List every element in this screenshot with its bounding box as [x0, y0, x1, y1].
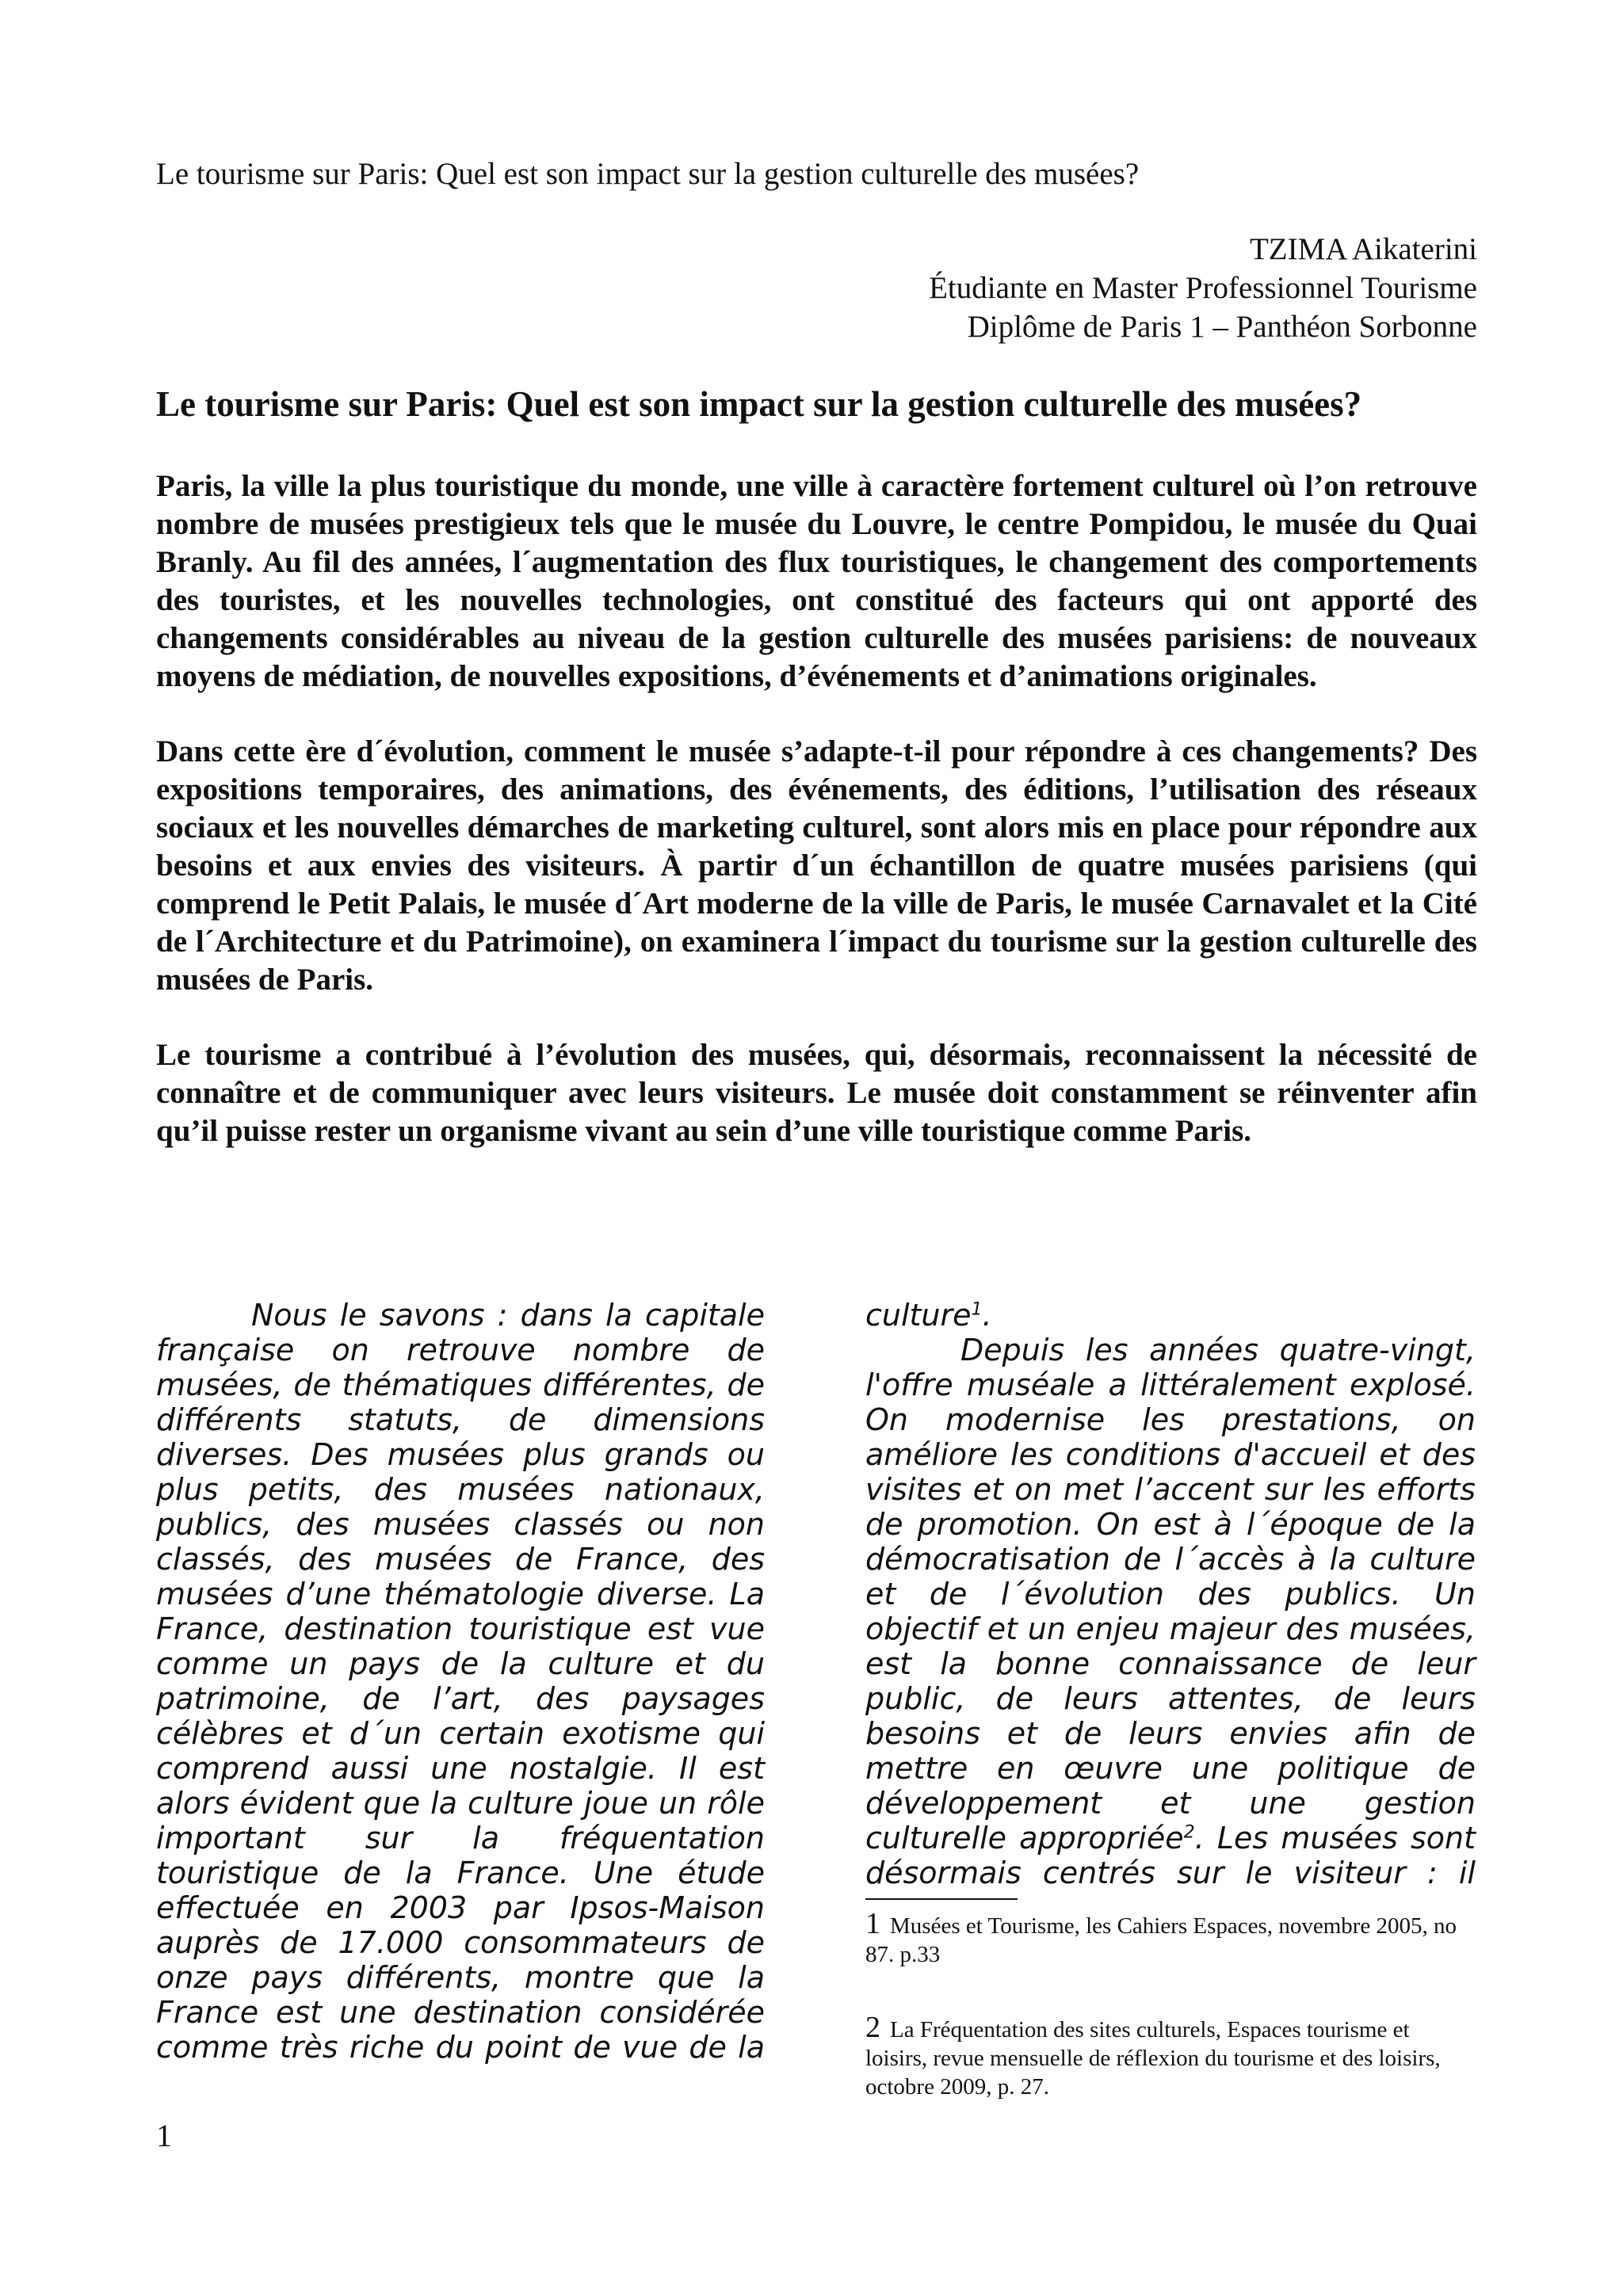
body-paragraph: [865, 1333, 1476, 1890]
author-name: TZIMA Aikaterini: [1249, 232, 1477, 266]
author-diploma: Diplôme de Paris 1 – Panthéon Sorbonne: [967, 310, 1477, 344]
body-column-right: [865, 1298, 1476, 1890]
body-text: .: [982, 1298, 992, 1333]
body-paragraph-continued: [865, 1298, 1476, 1333]
body-text: . Les musées sont désormais centrés sur le visiteur : il: [865, 1821, 1476, 1890]
footnotes: [865, 1909, 1476, 2145]
body-text: culture: [865, 1298, 972, 1333]
footnote-text: La Fréquentation des sites culturels, Espaces tourisme et loisirs, revue mensuelle de réflexion du tourisme et des loisirs, octobre 2009, p. 27.: [865, 2017, 1441, 2100]
footnote-number: 2: [865, 2011, 880, 2044]
footnote-separator: [865, 1898, 1018, 1900]
author-block: [685, 230, 1477, 346]
body-text: Depuis les années quatre-vingt, l'offre muséale a littéralement explosé. On modernise les prestations, on améliore les conditions d'accueil et des visites et on met l’accent sur les efforts de promotion. On est à l´époque de la démocratisation de l´accès à la culture et de l´évolution des publics. Un objectif et un enjeu majeur des musées, est la bonne connaissance de leur public, de leurs attentes, de leurs besoins et de leurs envies afin de mettre en œuvre une politique de développement et une gestion culturelle appropriée: [865, 1333, 1476, 1855]
footnote-reference[interactable]: 1: [971, 1299, 983, 1320]
body-paragraph: Nous le savons : dans la capitale française on retrouve nombre de musées, de thématiques différentes, de différents statuts, de dimensions diverses. Des musées plus grands ou plus petits, des musées nationaux, publics, des musées classés ou non classés, des musées de France, des musées d’une thématologie diverse. La France, destination touristique est vue comme un pays de la culture et du patrimoine, de l’art, des paysages célèbres et d´un certain exotisme qui comprend aussi une nostalgie. Il est alors évident que la culture joue un rôle important sur la fréquentation touristique de la France. Une étude effectuée en 2003 par Ipsos-Maison auprès de 17.000 consommateurs de onze pays différents, montre que la France est une destination considérée comme très riche du point de vue de la: [156, 1298, 765, 2065]
author-program: Étudiante en Master Professionnel Tourisme: [929, 271, 1477, 305]
body-column-left: [156, 1298, 765, 2065]
footnote-reference[interactable]: 2: [1183, 1822, 1195, 1843]
footnote: [865, 2013, 1476, 2101]
abstract: [156, 467, 1477, 1188]
footnote: [865, 1909, 1476, 1969]
page-number: 1: [156, 2118, 172, 2153]
abstract-paragraph: Le tourisme a contribué à l’évolution des musées, qui, désormais, reconnaissent la nécessité de connaître et de communiquer avec leurs visiteurs. Le musée doit constamment se réinventer afin qu’il puisse rester un organisme vivant au sein d’une ville touristique comme Paris.: [156, 1038, 1477, 1148]
footnote-number: 1: [865, 1907, 880, 1940]
abstract-paragraph: Dans cette ère d´évolution, comment le musée s’adapte-t-il pour répondre à ces changements? Des expositions temporaires, des animations, des événements, des éditions, l’utilisation des réseaux sociaux et les nouvelles démarches de marketing culturel, sont alors mis en place pour répondre aux besoins et aux envies des visiteurs. À partir d´un échantillon de quatre musées parisiens (qui comprend le Petit Palais, le musée d´Art moderne de la ville de Paris, le musée Carnavalet et la Cité de l´Architecture et du Patrimoine), on examinera l´impact du tourisme sur la gestion culturelle des musées de Paris.: [156, 734, 1477, 997]
running-header: Le tourisme sur Paris: Quel est son impact sur la gestion culturelle des musées?: [156, 157, 1140, 191]
abstract-paragraph: Paris, la ville la plus touristique du monde, une ville à caractère fortement culturel où l’on retrouve nombre de musées prestigieux tels que le musée du Louvre, le centre Pompidou, le musée du Quai Branly. Au fil des années, l´augmentation des flux touristiques, le changement des comportements des touristes, et les nouvelles technologies, ont constitué des facteurs qui ont apporté des changements considérables au niveau de la gestion culturelle des musées parisiens: de nouveaux moyens de médiation, de nouvelles expositions, d’événements et d’animations originales.: [156, 469, 1477, 693]
footnote-text: Musées et Tourisme, les Cahiers Espaces, novembre 2005, no 87. p.33: [865, 1913, 1457, 1967]
article-title: Le tourisme sur Paris: Quel est son impact sur la gestion culturelle des musées?: [156, 384, 1362, 424]
